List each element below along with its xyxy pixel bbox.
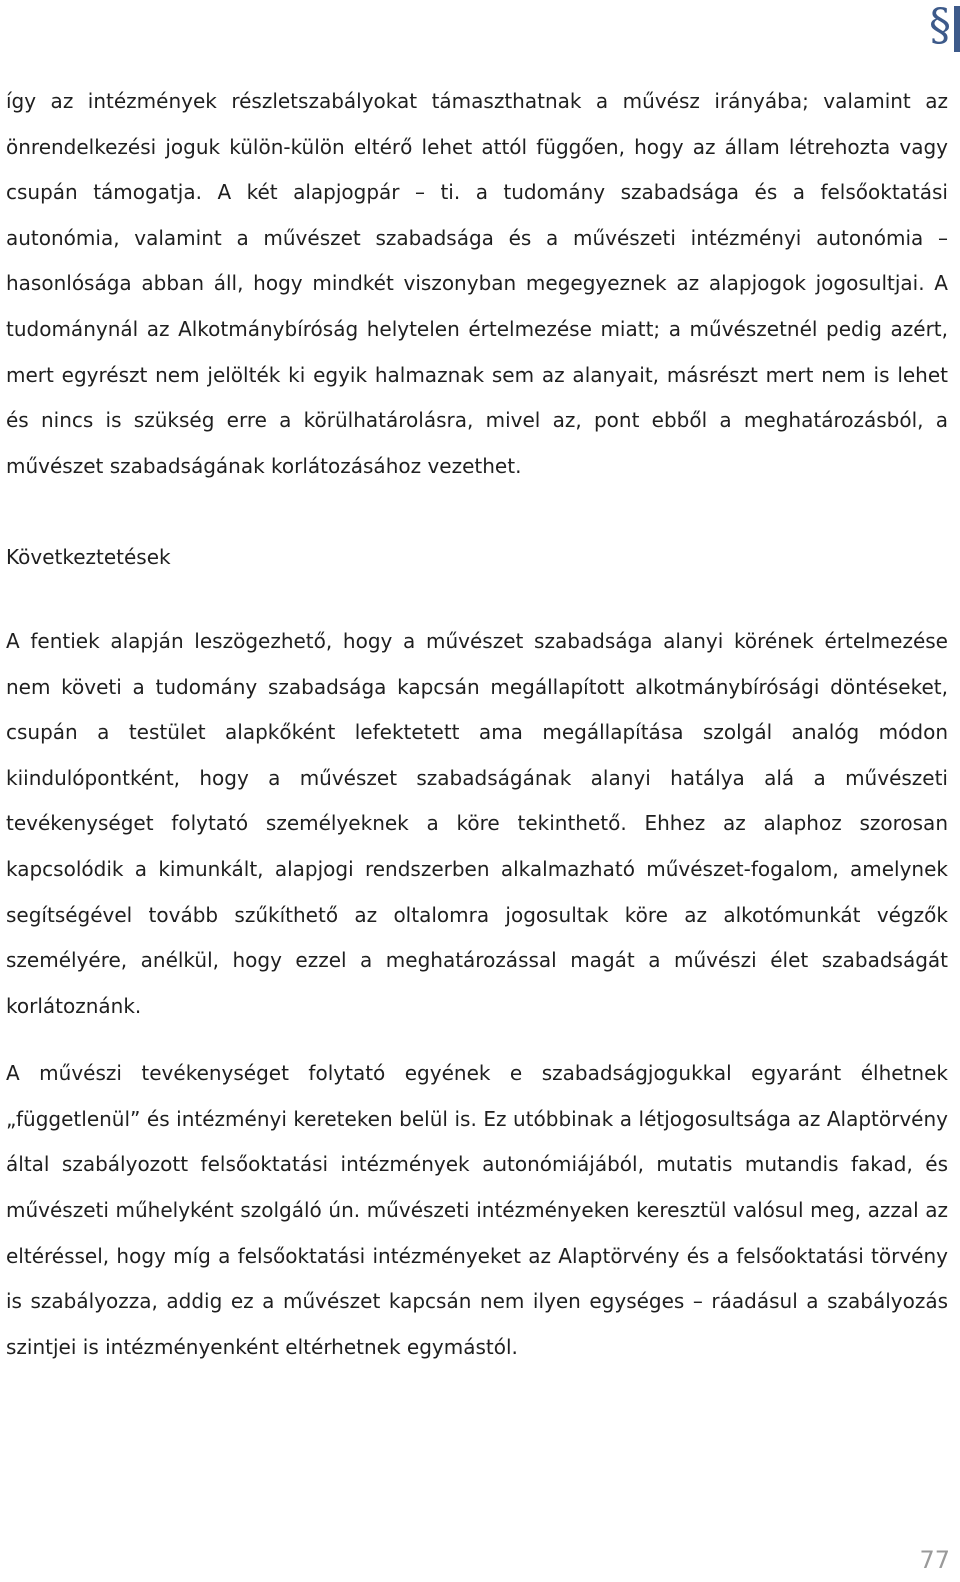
paragraph-2: A fentiek alapján leszögezhető, hogy a művészet szabadsága alanyi körének értelmezése nem követi a tudomány szabadsága kapcsán megállapított alkotmánybírósági döntéseket, csupán a testület alapkőként lefektetett ama megállapítása szolgál analóg módon kiindulópontként, hogy a művészet szabadságának alanyi hatálya alá a művészeti tevékenységet folytató személyeknek a köre tekinthető. Ehhez az alaphoz szorosan kapcsolódik a kimunkált, alapjogi rendszerben alkalmazható művészet-fogalom, amelynek segítségével tovább szűkíthető az oltalomra jogosultak köre az alkotómunkát végzők személyére, anélkül, hogy ezzel a meghatározással magát a művészi élet szabadságát korlátoznánk. — [6, 628, 948, 1018]
paragraph-3: A művészi tevékenységet folytató egyének e szabadságjogukkal egyaránt élhetnek „függetlenül” és intézményi kereteken belül is. Ez utóbbinak a létjogosultsága az Alaptörvény által szabályozott felsőoktatási intézmények autonómiájából, mutatis mutandis fakad, és művészeti műhelyként szolgáló ún. művészeti intézményeken keresztül valósul meg, azzal az eltéréssel, hogy míg a felsőoktatási intézményeket az Alaptörvény és a felsőoktatási törvény is szabályozza, addig ez a művészet kapcsán nem ilyen egységes – ráadásul a szabályozás szintjei is intézményenként eltérhetnek egymástól. — [6, 1061, 948, 1359]
section-heading: Következtetések — [6, 545, 171, 570]
page-number: 77 — [919, 1546, 950, 1574]
section-sign-logo — [914, 0, 960, 56]
section-sign-icon: § — [929, 0, 951, 51]
paragraph-1: így az intézmények részletszabályokat támaszthatnak a művész irányába; valamint az önrendelkezési joguk külön-külön eltérő lehet attól függően, hogy az állam létrehozta vagy csupán támogatja. A két alapjogpár – ti. a tudomány szabadsága és a felsőoktatási autonómia, valamint a művészet szabadsága és a művészeti intézményi autonómia – hasonlósága abban áll, hogy mindkét viszonyban megegyeznek az alapjogok jogosultjai. A tudománynál az Alkotmánybíróság helytelen értelmezése miatt; a művészetnél pedig azért, mert egyrészt nem jelölték ki egyik halmaznak sem az alanyait, másrészt mert nem is lehet és nincs is szükség erre a körülhatárolásra, mivel az, pont ebből a meghatározásból, a művészet szabadságának korlátozásához vezethet. — [6, 89, 948, 478]
document-body — [6, 79, 948, 1370]
logo-bar — [954, 6, 960, 52]
paragraph-gap — [6, 1029, 948, 1051]
